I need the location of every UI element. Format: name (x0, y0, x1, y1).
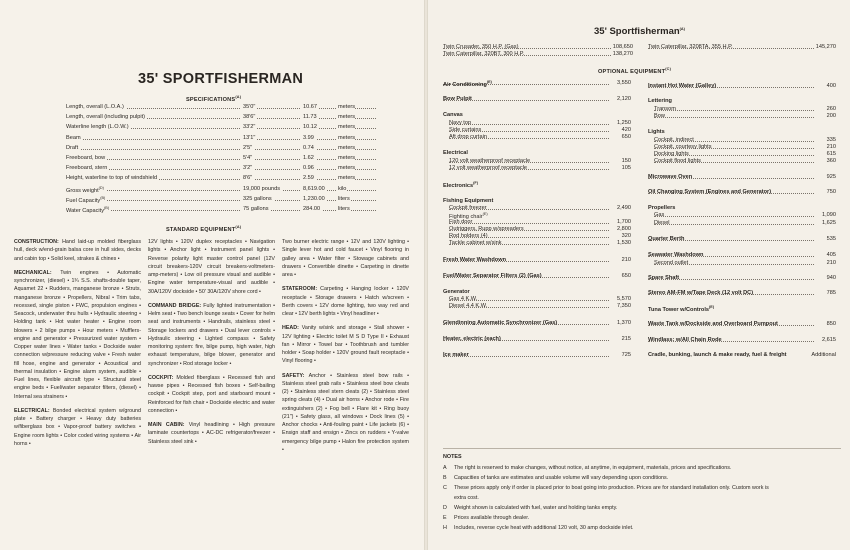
item-label: 120 volt weatherproof receptacle (449, 158, 531, 164)
optional-item (443, 181, 631, 190)
spec-imperial: 13'1" (243, 134, 256, 141)
item-price: 2,490 (617, 205, 631, 211)
engine-price-row (443, 51, 633, 60)
item-label: Navy top (449, 120, 472, 126)
equipment-column-2 (148, 238, 275, 452)
equipment-text: Vinyl headlining • High pressure laminate countertops • AC-DC refrigerator/freezer • Stainless steel sink • (148, 422, 275, 445)
item-price: 5,570 (617, 296, 631, 302)
item-note: (E) (709, 305, 715, 309)
item-label: Twin Caterpillar, 320BT, 300 H.P. (443, 51, 525, 57)
leader-dots (66, 149, 376, 150)
spec-unit: meters (338, 155, 356, 161)
spec-unit: meters (338, 134, 356, 141)
spec-imperial: 19,000 pounds (243, 185, 281, 192)
item-label: Transom (654, 106, 676, 112)
equipment-paragraph (282, 285, 409, 318)
optional-item (648, 189, 836, 198)
leader-dots (66, 169, 376, 170)
spec-label: Length, overall (L.O.A.) (66, 104, 124, 110)
item-price: 1,700 (617, 219, 631, 225)
item-price: 615 (826, 151, 836, 157)
spec-metric: 2.59 (303, 175, 314, 182)
item-price: 2,800 (617, 226, 631, 232)
spec-row (66, 114, 376, 124)
item-price: 210 (621, 257, 631, 263)
item-note: (E) (482, 212, 488, 216)
item-price: 200 (826, 113, 836, 119)
optional-item (443, 80, 631, 89)
optional-item (654, 220, 836, 229)
optional-item (654, 260, 836, 269)
right-page-title: 35' Sportfisherman$^{(A)}$ (594, 26, 685, 37)
equipment-paragraph (148, 238, 275, 296)
notes-divider (443, 448, 841, 449)
spec-label: Length, overall (including pulpit) (66, 114, 145, 121)
equipment-text: Hand laid-up molded fiberglass hull, deck w/end-grain balsa core in hull sides, decks and cabin top • Solid keel, strakes & chines • (14, 239, 141, 262)
spec-row (66, 124, 376, 134)
note-key: D (443, 505, 447, 511)
note-key: C (443, 485, 447, 491)
item-label: Stereo AM-FM w/Tape Deck (12 volt DC) (648, 290, 754, 296)
note-text: Includes, reverse cycle heat with additional 120 volt, 30 amp dockside inlet. (454, 525, 634, 531)
leader-dots (654, 216, 814, 217)
item-price: 210 (826, 260, 836, 266)
item-label: Outriggers, Rupp w/spreaders (449, 226, 524, 232)
spec-row (66, 155, 376, 165)
equipment-column-3 (282, 238, 409, 460)
notes-header: NOTES (443, 454, 462, 460)
spec-imperial: 2'5" (243, 144, 253, 151)
spec-unit: liters (338, 195, 350, 202)
spec-label: Waterline length (L.O.W.) (66, 124, 129, 131)
item-label: Quarter Berth (648, 236, 685, 242)
equipment-text: Two burner electric range • 12V and 120V lighting • Single lever hot and cold faucet • Vinyl flooring in galley area • Water filter • Stowage cabinets and drawers • Convertible dinette • Carpeting in dinette area • (282, 239, 409, 278)
item-price: 2,615 (822, 337, 836, 343)
item-label: Cockpit, courtesy lights (654, 144, 712, 150)
optional-item (443, 320, 631, 329)
item-label: Windlass: w/All Chain Rode (648, 337, 722, 343)
equipment-text: Fully lighted instrumentation • Helm seat • Two bench lounge seats • Cover for helm seat and instruments • Handrails, stainless steel • Storage lockers and drawers • Dual lever controls • Hydraulic steering • Lighted compass • Safety monitoring system: fire, bilge pump, high water, high exhaust temperature, bilge blower, generator and synchronizer • Rod storage locker • (148, 302, 276, 367)
spec-unit: meters (338, 165, 356, 172)
item-note: (F) (473, 181, 479, 185)
spec-imperial: 325 gallons (243, 195, 272, 202)
equipment-heading: MAIN CABIN: (148, 422, 185, 428)
spec-row (66, 196, 376, 206)
note-key: H (443, 525, 447, 531)
note-text: Prices available through dealer. (454, 515, 530, 521)
spec-unit: meters (338, 124, 356, 131)
item-label: Gas (654, 212, 665, 218)
item-label: Spare Shaft (648, 275, 680, 281)
spec-imperial: 5'4" (243, 155, 253, 161)
spec-note: (B) (104, 206, 110, 210)
leader-dots (66, 139, 376, 140)
note-key: B (443, 475, 447, 481)
spec-imperial: 38'6" (243, 114, 256, 121)
spec-row (66, 175, 376, 185)
note-text: The right is reserved to make changes, without notice, at anytime, in equipment, materials, prices and specifications. (454, 465, 732, 471)
spec-note: (B) (100, 195, 106, 200)
item-label: Heater, electric (each) (443, 336, 501, 342)
item-price: 1,530 (617, 240, 631, 246)
specifications-header: $SPECIFICATIONS^{(A)}$ (186, 95, 242, 103)
equipment-paragraph (14, 238, 141, 263)
spec-label: Water Capacity$^{(B)}$ (66, 206, 110, 214)
equipment-heading: COCKPIT: (148, 374, 174, 381)
spec-imperial: 3'2" (243, 165, 253, 172)
item-label: Canvas (443, 112, 463, 118)
spec-unit: kilo (338, 185, 347, 192)
optional-item (443, 96, 631, 105)
spec-label: Beam (66, 134, 81, 141)
item-label: Ice maker (443, 352, 469, 358)
optional-item (648, 305, 836, 314)
item-price: 725 (621, 352, 631, 358)
optional-item (648, 174, 836, 183)
leader-dots (654, 224, 814, 225)
item-label: Bow Pulpit (443, 96, 472, 102)
leader-dots (66, 200, 376, 201)
item-label: Air Conditioning$^{(E)}$ (443, 80, 492, 88)
item-label: Microwave Oven (648, 174, 693, 180)
spec-row (66, 104, 376, 114)
item-price: 210 (826, 144, 836, 150)
item-price: 105 (621, 165, 631, 171)
item-price: 2,120 (617, 96, 631, 102)
item-label: Side curtains (449, 127, 482, 133)
spec-label: Gross weight$^{(D)}$ (66, 185, 104, 194)
item-label: Seawater Washdown (648, 252, 704, 258)
item-price: 650 (621, 273, 631, 279)
optional-item (648, 275, 836, 284)
equipment-column-1 (14, 238, 141, 454)
equipment-text: Bonded electrical system w/ground plate • Battery charger • Heavy duty batteries w/fiberglass box • Vapor-proof battery switches • Engine room lights • Color coded wiring systems • Air horns • (14, 407, 141, 447)
item-price: 108,650 (612, 44, 633, 50)
item-label: Instant Hot Water (Galley) (648, 83, 717, 89)
spec-unit: meters (338, 144, 356, 151)
optional-item (648, 290, 836, 299)
optional-item (648, 83, 836, 92)
item-price: 145,270 (815, 44, 836, 50)
item-price: 1,370 (617, 320, 631, 326)
item-label: Diesel (654, 220, 670, 226)
spec-imperial: 35'0" (243, 104, 256, 110)
item-label: Docking lights (654, 151, 689, 157)
standard-equipment-header: STANDARD $EQUIPMENT^{(A)}$ (166, 225, 242, 233)
item-price: 785 (826, 290, 836, 296)
spec-label: Draft (66, 144, 79, 151)
optional-item (449, 303, 631, 312)
item-label: Cockpit flood lights (654, 158, 701, 164)
page-fold (424, 0, 428, 550)
item-price: 215 (621, 336, 631, 342)
item-label: Tackle cabinet w/sink (449, 240, 502, 246)
note-text: extra cost. (454, 495, 479, 501)
item-price: 420 (621, 127, 631, 133)
note-text: Weight shown is calculated with fuel, water and holding tanks empty. (454, 505, 618, 511)
spec-unit: liters (338, 206, 350, 212)
item-price: 650 (621, 134, 631, 140)
leader-dots (66, 159, 376, 160)
equipment-heading: CONSTRUCTION: (14, 239, 59, 245)
item-label: Lettering (648, 98, 672, 104)
equipment-heading: SAFETY: (282, 372, 305, 379)
item-price: 360 (826, 158, 836, 164)
equipment-paragraph (148, 374, 275, 415)
spec-metric: 10.12 (303, 124, 317, 131)
item-label: Twin Crusader, 350 H.P. (Gas) (443, 44, 519, 50)
equipment-paragraph (282, 372, 409, 455)
optional-equipment-header: OPTIONAL $EQUIPMENT^{(C)}$ (598, 67, 672, 75)
spec-row (66, 165, 376, 175)
spec-label: Height, waterline to top of windshield (66, 175, 158, 182)
spec-label: Freeboard, bow (66, 155, 106, 161)
item-label: Lights (648, 129, 665, 135)
spec-unit: meters (338, 114, 356, 121)
spec-imperial: 75 gallons (243, 206, 269, 212)
optional-item (443, 257, 631, 266)
spec-metric: 284.00 (303, 206, 321, 212)
item-label: Cradle, bunking, launch & make ready, fuel & freight (648, 352, 787, 358)
equipment-heading: MECHANICAL: (14, 269, 52, 276)
item-label: Generator (443, 289, 470, 295)
leader-dots (66, 190, 376, 191)
equipment-text: Carpeting • Hanging locker • 120V receptacle • Storage drawers • Hatch w/screen • Berth covers • 12V dome lighting, two way red and clear • 12V berth lights • Vinyl headliner • (282, 286, 409, 317)
item-label: Rod holders (4) (449, 233, 488, 239)
optional-item (648, 337, 836, 346)
item-price: 400 (826, 83, 836, 89)
item-label: Tuna Tower w/Controls$^{(E)}$ (648, 305, 715, 313)
item-label: Fish door (449, 219, 473, 225)
item-price: 1,625 (822, 220, 836, 226)
leader-dots (654, 110, 814, 111)
item-price: 1,250 (617, 120, 631, 126)
item-label: Second outlet (654, 260, 689, 266)
item-label: Cockpit, indirect (654, 137, 694, 143)
item-label: Fighting chair$^{(E)}$ (449, 212, 488, 220)
optional-item (443, 352, 631, 361)
spec-metric: 10.67 (303, 104, 317, 110)
spec-imperial: 8'6" (243, 175, 253, 182)
optional-item (449, 134, 631, 143)
equipment-heading: COMMAND BRIDGE: (148, 302, 202, 309)
item-price: 925 (826, 174, 836, 180)
item-price: 260 (826, 106, 836, 112)
item-label: Cockpit freezer (449, 205, 487, 211)
spec-imperial: 33'2" (243, 124, 256, 131)
note-key: E (443, 515, 447, 521)
equipment-heading: ELECTRICAL: (14, 407, 50, 414)
item-label: Oil Changing System (Engines and Generator) (648, 189, 772, 195)
optional-item (449, 240, 631, 249)
item-label: Aft drop curtain (449, 134, 487, 140)
spec-label: Fuel Capacity$^{(B)}$ (66, 195, 106, 204)
spec-row (66, 206, 376, 216)
item-price: 1,090 (822, 212, 836, 218)
equipment-text: Molded fiberglass • Recessed fish and hawse pipes • Recessed fish boxes • Self-bailing cockpit • Cockpit step, port and starboard mount • Reinforced for fish chair • Dockside electric and water connection • (148, 374, 275, 414)
item-label: Electronics$^{(F)}$ (443, 181, 479, 189)
equipment-heading: HEAD: (282, 325, 299, 332)
spec-label: Freeboard, stern (66, 165, 108, 172)
item-label: 12 volt weatherproof receptacle (449, 165, 528, 171)
item-price: 7,350 (617, 303, 631, 309)
note-text: Capacities of tanks are estimates and usable volume will vary depending upon conditions. (454, 475, 669, 481)
equipment-paragraph (148, 421, 275, 446)
item-label: Gas 4 K.W. (449, 296, 478, 302)
item-note: (E) (486, 80, 492, 84)
spec-metric: 1.62 (303, 155, 314, 161)
item-price: 150 (621, 158, 631, 164)
item-label: Waste Tank w/Dockside and Overboard Pumpout (648, 321, 778, 327)
equipment-paragraph (282, 238, 409, 279)
spec-row (66, 135, 376, 145)
spec-metric: 1,230.00 (303, 195, 325, 202)
optional-item (443, 336, 631, 345)
spec-metric: 8,619.00 (303, 185, 325, 192)
item-label: Propellers (648, 205, 676, 211)
item-label: Bow (654, 113, 665, 119)
optional-item (648, 352, 836, 361)
leader-dots (654, 117, 814, 118)
spec-unit: meters (338, 175, 356, 182)
spec-metric: 0.96 (303, 165, 314, 172)
item-price: 320 (621, 233, 631, 239)
equipment-paragraph (14, 269, 141, 401)
item-price: 3,550 (617, 80, 631, 86)
spec-metric: 0.74 (303, 144, 314, 151)
equipment-text: Vanity w/sink and storage • Stall shower • 12V lighting • Electric toilet M S D Type II • Exhaust fan • Mirror • Towel bar • Toothbrush and tumbler holder • Soap holder • 120V ground fault receptacle • Vinyl flooring • (282, 325, 409, 365)
item-label: Glendinning Automatic Synchronizer (Gas) (443, 320, 558, 326)
item-price: 750 (826, 189, 836, 195)
item-label: Fuel/Water Separator Filters (2) (Gas) (443, 273, 542, 279)
item-price: 850 (826, 321, 836, 327)
optional-item (648, 236, 836, 245)
equipment-text: Twin engines • Automatic synchronizer, (diesel) • 1¾ S.S. shafts-double taper, Aquamet 22 • Rudders, manganese bronze • Struts, manganese bronze • Propellers, Nibral • Trim tabs, recessed, single piston • FWC, propulsion engines • Seacock, underwater thru hulls • Hydraulic steering • Holding tank • Hot water heater • Engine room blowers • 2 bilge pumps • Hour meters • Mufflers-engine and generator • Pressurized water system • Copper water lines • Water tanks • Dockside water connection w/pressure reducing valve • Fresh water fill hose, engine and generator • Acoustical and thermal insulation • Engine alarm system, audible • Fuel lines, flexible aircraft type • Structural steel engine beds • Fuel/water separator filters, (diesel) • Internal sea strainers • (14, 269, 141, 400)
item-price: 405 (826, 252, 836, 258)
leader-dots (66, 210, 376, 211)
optional-item (443, 273, 631, 282)
item-price: Additional (811, 352, 836, 358)
spec-row (66, 145, 376, 155)
optional-item (654, 113, 836, 122)
spec-metric: 11.73 (303, 114, 317, 121)
equipment-paragraph (282, 324, 409, 365)
note-key: A (443, 465, 447, 471)
item-price: 335 (826, 137, 836, 143)
item-label: Fishing Equipment (443, 198, 494, 204)
optional-item (449, 165, 631, 174)
item-label: Electrical (443, 150, 468, 156)
engine-price-row (648, 44, 836, 53)
spec-metric: 3.99 (303, 134, 314, 141)
item-price: 940 (826, 275, 836, 281)
equipment-paragraph (148, 302, 275, 368)
spec-unit: meters (338, 104, 356, 110)
item-price: 535 (826, 236, 836, 242)
equipment-text: 12V lights • 120V duplex receptacles • Navigation lights • Anchor light • Instrument panel lights • Reverse polarity light master control panel (12V circuit breakers-120V circuit breakers-voltmeters-amp-meters) • Low oil pressure visual and audible • Engine water temperature-visual and audible • 30A/120V dockside • 50' 30A/120V shore cord • (148, 239, 275, 295)
spec-note: (D) (98, 185, 104, 190)
item-price: 138,270 (612, 51, 633, 57)
note-text: These prices apply only if order is placed prior to boat going into production. Prices are for standard installation only. Custom work is (454, 485, 769, 491)
equipment-text: Anchor • Stainless steel bow rails • Stainless steel grab rails • Stainless steel bow cleats (2) • Stainless steel stern cleats (2) • Stainless steel spring cleats (4) • Dual air horns • Anchor rode • Fire extinguishers (2) • Fog bell • Flare kit • Ring buoy (21") • Safety glass, all windows • Dock lines (5) • Anchor chocks • Anti-fouling paint • Life jackets (6) • Ensign staff and ensign • Zincs on rudders • Y-valve emergency bilge pump • Halon fire protection system • (282, 372, 409, 453)
equipment-heading: STATEROOM: (282, 286, 318, 293)
optional-item (648, 321, 836, 330)
item-label: Diesel 4.4 K.W. (449, 303, 488, 309)
equipment-paragraph (14, 407, 141, 448)
optional-item (654, 158, 836, 167)
item-label: Twin Caterpillar, 3208TA, 355 H.P. (648, 44, 733, 50)
item-label: Fresh Water Washdown (443, 257, 506, 263)
page-title: 35' SPORTFISHERMAN (138, 71, 304, 87)
spec-row (66, 186, 376, 196)
